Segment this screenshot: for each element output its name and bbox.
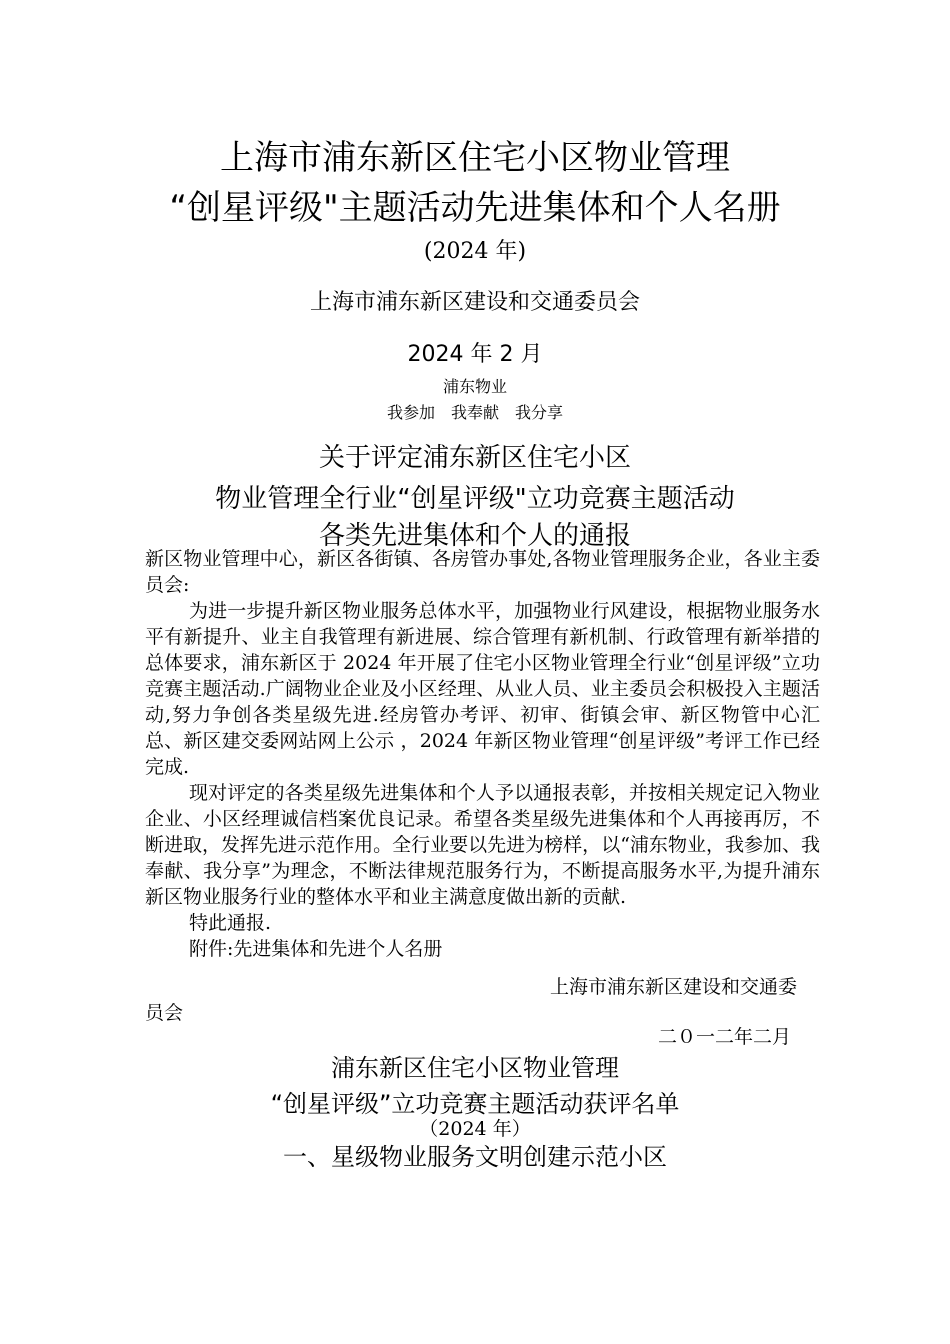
closing-line: 特此通报.	[189, 912, 272, 934]
list-year: （2024 年）	[419, 1118, 531, 1140]
section-heading-1: 一、星级物业服务文明创建示范小区	[283, 1143, 667, 1171]
attachment-line: 附件:先进集体和先进个人名册	[189, 938, 443, 960]
notice-body	[145, 546, 820, 962]
signature-line1: 上海市浦东新区建设和交通委	[550, 976, 798, 998]
cover-title-line2: “创星评级"主题活动先进集体和个人名册	[169, 188, 781, 228]
slogan-line2: 我参加 我奉献 我分享	[386, 403, 563, 422]
slogan-line1: 浦东物业	[442, 377, 507, 396]
list-title-line2: “创星评级”立功竞赛主题活动获评名单	[270, 1090, 680, 1118]
cover-title-line1: 上海市浦东新区住宅小区物业管理	[220, 138, 730, 178]
notice-title-line1: 关于评定浦东新区住宅小区	[318, 443, 631, 473]
cover-date: 2024 年 2 月	[407, 342, 543, 367]
sign-date: 二０一二年二月	[658, 1026, 792, 1048]
list-title-line1: 浦东新区住宅小区物业管理	[331, 1054, 619, 1082]
body-paragraph-1: 为进一步提升新区物业服务总体水平，加强物业行风建设，根据物业服务水平有新提升、业主自我管理有新进展、综合管理有新机制、行政管理有新举措的总体要求，浦东新区于 2024 年开展了住宅小区物业管理全行业“创星评级”立功竞赛主题活动.广阔物业企业及小区经理、从业人员、业主委员会积极投入主题活动,努力争创各类星级先进.经房管办考评、初审、街镇会审、新区物管中心汇总、新区建交委网站网上公示 ，2024 年新区物业管理“创星评级”考评工作已经完成.	[145, 600, 820, 778]
cover-year: (2024 年)	[423, 239, 527, 264]
addressee: 新区物业管理中心，新区各街镇、各房管办事处,各物业管理服务企业，各业主委员会:	[145, 548, 820, 596]
notice-title-line2: 物业管理全行业“创星评级"立功竞赛主题活动	[215, 484, 735, 514]
notice-title-line3: 各类先进集体和个人的通报	[318, 521, 631, 551]
cover-issuer: 上海市浦东新区建设和交通委员会	[309, 290, 640, 315]
body-paragraph-2: 现对评定的各类星级先进集体和个人予以通报表彰，并按相关规定记入物业企业、小区经理诚信档案优良记录。希望各类星级先进集体和个人再接再厉，不断进取，发挥先进示范作用。全行业要以先进为榜样，以“浦东物业，我参加、我奉献、我分享”为理念，不断法律规范服务行为，不断提高服务水平,为提升浦东新区物业服务行业的整体水平和业主满意度做出新的贡献.	[145, 782, 820, 908]
signature-line2: 员会	[145, 1002, 184, 1024]
